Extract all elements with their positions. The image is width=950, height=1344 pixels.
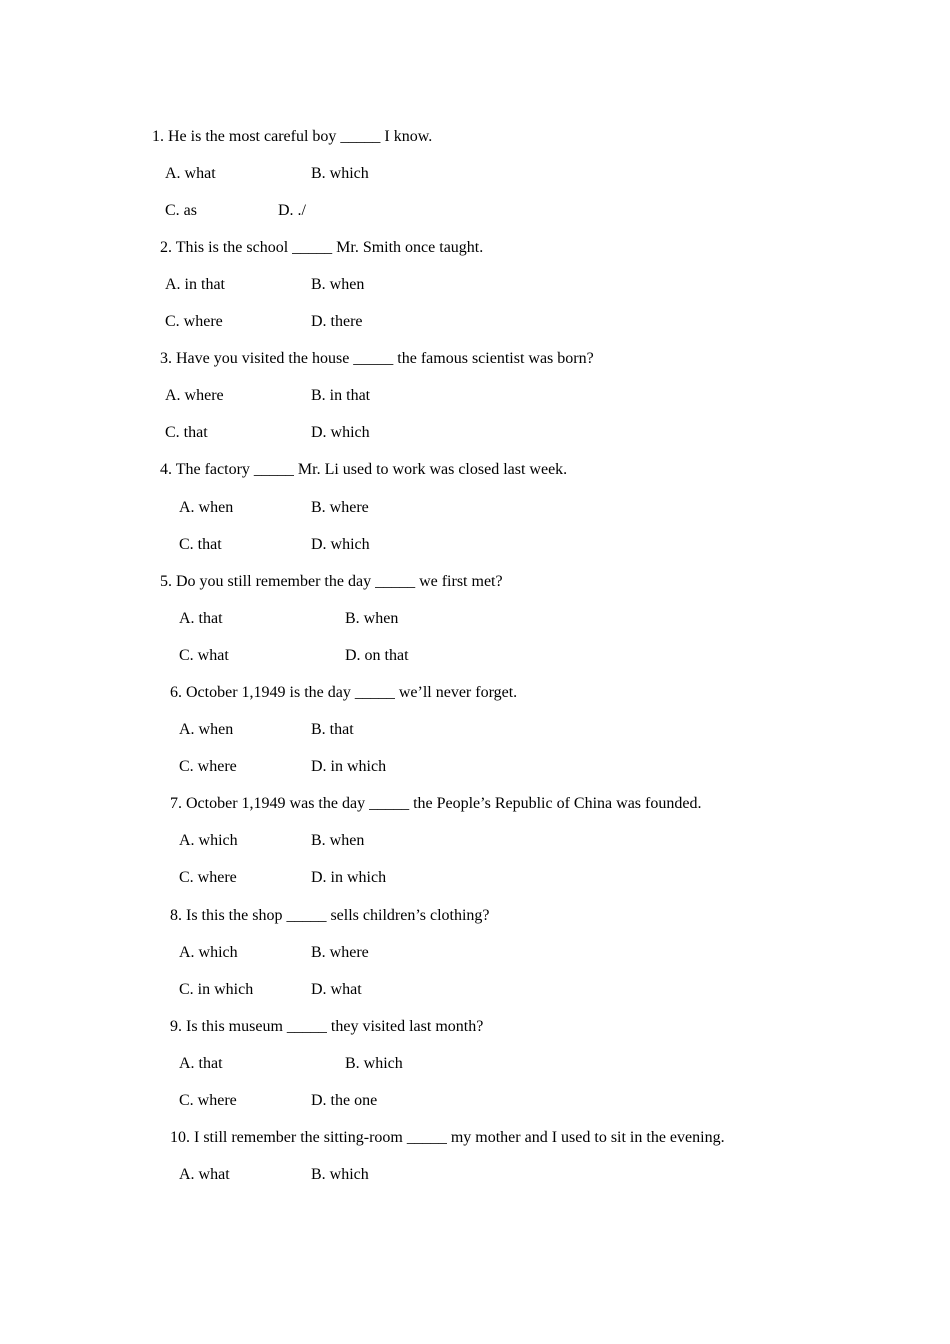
question-stem: 6. October 1,1949 is the day _____ we’ll never forget. xyxy=(170,684,518,701)
question-stem: 5. Do you still remember the day _____ we first met? xyxy=(160,573,503,590)
question-stem: 4. The factory _____ Mr. Li used to work was closed last week. xyxy=(160,461,568,478)
option-a: A. in that xyxy=(165,276,225,293)
option-c: C. in which xyxy=(179,981,254,998)
option-d: D. on that xyxy=(345,647,409,664)
option-c: C. where xyxy=(179,758,237,775)
question-stem: 9. Is this museum _____ they visited last month? xyxy=(170,1018,484,1035)
question-stem: 1. He is the most careful boy _____ I know. xyxy=(152,128,433,145)
option-b: B. when xyxy=(345,610,399,627)
option-a: A. when xyxy=(179,721,234,738)
option-a: A. that xyxy=(179,610,223,627)
option-b: B. where xyxy=(311,499,369,516)
option-c: C. where xyxy=(179,1092,237,1109)
option-d: D. the one xyxy=(311,1092,378,1109)
option-b: B. which xyxy=(345,1055,403,1072)
option-a: A. what xyxy=(165,165,216,182)
option-d: D. there xyxy=(311,313,363,330)
option-b: B. which xyxy=(311,1166,369,1183)
option-d: D. in which xyxy=(311,758,387,775)
option-c: C. as xyxy=(165,202,197,219)
option-d: D. in which xyxy=(311,869,387,886)
option-c: C. where xyxy=(165,313,223,330)
option-a: A. what xyxy=(179,1166,230,1183)
question-stem: 2. This is the school _____ Mr. Smith once taught. xyxy=(160,239,484,256)
option-b: B. where xyxy=(311,944,369,961)
option-c: C. that xyxy=(165,424,208,441)
option-b: B. when xyxy=(311,276,365,293)
question-stem: 7. October 1,1949 was the day _____ the People’s Republic of China was founded. xyxy=(170,795,702,812)
question-stem: 3. Have you visited the house _____ the famous scientist was born? xyxy=(160,350,594,367)
option-b: B. which xyxy=(311,165,369,182)
option-c: C. what xyxy=(179,647,229,664)
question-stem: 8. Is this the shop _____ sells children’s clothing? xyxy=(170,907,490,924)
option-d: D. ./ xyxy=(278,202,306,219)
option-a: A. which xyxy=(179,832,238,849)
option-a: A. that xyxy=(179,1055,223,1072)
option-a: A. when xyxy=(179,499,234,516)
option-b: B. that xyxy=(311,721,354,738)
option-d: D. which xyxy=(311,424,370,441)
option-a: A. where xyxy=(165,387,224,404)
question-stem: 10. I still remember the sitting-room _____ my mother and I used to sit in the evening. xyxy=(170,1129,725,1146)
option-d: D. which xyxy=(311,536,370,553)
option-b: B. when xyxy=(311,832,365,849)
option-a: A. which xyxy=(179,944,238,961)
option-c: C. that xyxy=(179,536,222,553)
option-d: D. what xyxy=(311,981,362,998)
option-c: C. where xyxy=(179,869,237,886)
option-b: B. in that xyxy=(311,387,371,404)
